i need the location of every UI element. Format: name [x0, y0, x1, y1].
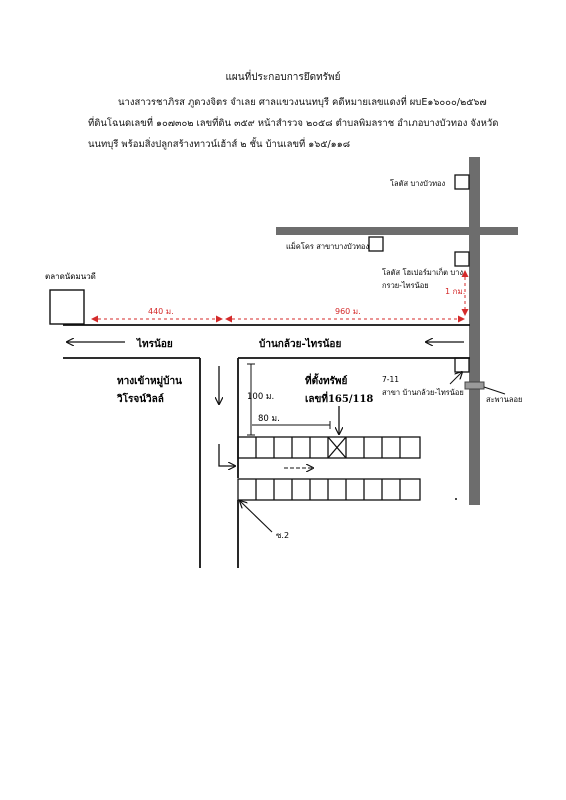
soi-pointer — [240, 501, 272, 532]
seven-eleven-label-1: 7-11 — [382, 375, 400, 384]
distance-440-label: 440 ม. — [148, 307, 174, 316]
lotus-express-label-2: กรวย-ไทรน้อย — [382, 281, 429, 290]
description-line-1: นางสาวรชาภิรส ภูดวงจิตร จำเลย ศาลแขวงนนทบุรี คดีหมายเลขแดงที่ ผบE๑๖๐๐๐/๒๕๖๗ — [118, 97, 487, 108]
road-label-main: บ้านกล้วย-ไทรน้อย — [259, 339, 342, 350]
description-line-3: นนทบุรี พร้อมสิ่งปลูกสร้างทาวน์เฮ้าส์ ๒ ชั้น บ้านเลขที่ ๑๖๕/๑๑๘ — [88, 139, 351, 150]
bridge-pointer — [484, 387, 505, 394]
makro-box — [369, 237, 383, 251]
seven-eleven-label-2: สาขา บ้านกล้วย-ไทรน้อย — [382, 388, 464, 397]
market-box — [50, 290, 84, 324]
dimension-80-label: 80 ม. — [258, 414, 280, 424]
seven-eleven-pointer — [450, 372, 462, 384]
map-dot — [455, 498, 457, 500]
property-unit-marker — [328, 437, 346, 458]
road-label-sainoi: ไทรน้อย — [137, 339, 173, 350]
makro-label: แม็คโคร สาขาบางบัวทอง — [286, 242, 370, 251]
document-title: แผนที่ประกอบการยึดทรัพย์ — [225, 72, 341, 83]
townhouse-row-lower-outline — [238, 479, 420, 500]
townhouse-row-upper — [238, 437, 420, 458]
vertical-highway — [469, 157, 480, 505]
bridge-marker — [465, 382, 484, 389]
turn-arrow-right — [219, 444, 235, 466]
townhouse-row-lower — [238, 479, 420, 500]
dimension-100-label: 100 ม. — [247, 392, 275, 402]
horizontal-highway — [276, 227, 518, 235]
lotus-box — [455, 175, 469, 189]
lotus-express-label-1: โลตัส โฮเปอร์มาเก็ต บาง — [382, 268, 464, 277]
bridge-label: สะพานลอย — [486, 395, 523, 404]
village-entry-label-2: วิโรจน์วิลล์ — [117, 394, 164, 405]
townhouse-row-upper-outline — [238, 437, 420, 458]
description-line-2: ที่ดินโฉนดเลขที่ ๑๐๗๓๐๒ เลขที่ดิน ๓๕๙ หน้าสำรวจ ๒๐๕๘ ตำบลพิมลราช อำเภอบางบัวทอง จังหวัด — [88, 118, 499, 129]
seven-eleven-box — [455, 358, 469, 372]
distance-960-label: 960 ม. — [335, 307, 361, 316]
property-label-1: ที่ตั้งทรัพย์ — [305, 376, 348, 387]
market-label: ตลาดนัดมนวดี — [45, 272, 96, 281]
village-entry-label-1: ทางเข้าหมู่บ้าน — [117, 376, 182, 387]
lotus-label: โลตัส บางบัวทอง — [390, 179, 446, 188]
property-label-2: เลขที่165/118 — [305, 394, 374, 405]
distance-1km-label: 1 กม. — [445, 287, 466, 296]
lotus-express-box — [455, 252, 469, 266]
soi-label: ซ.2 — [276, 531, 290, 540]
